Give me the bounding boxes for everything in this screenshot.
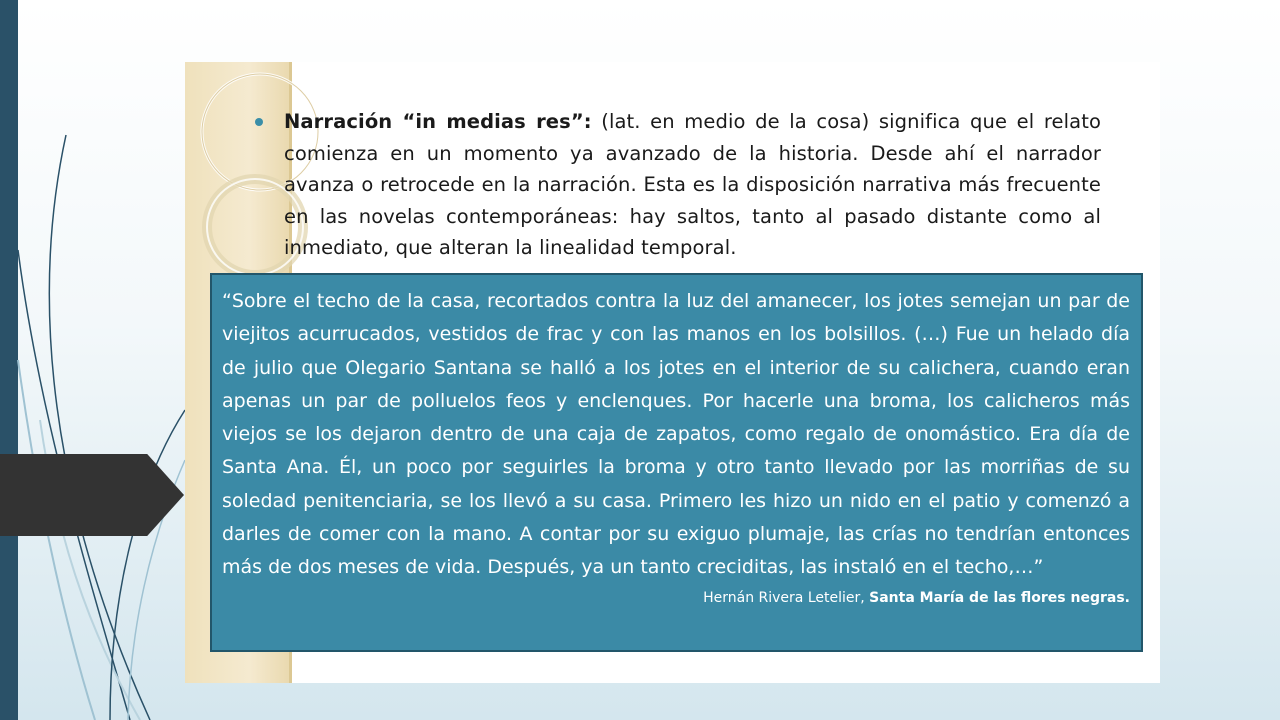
citation-work-title: Santa María de las flores negras. [869, 589, 1130, 606]
bullet-term: Narración “in medias res”: [284, 110, 592, 133]
quote-citation [222, 587, 1130, 609]
bullet-description: (lat. en medio de la cosa) significa que el relato comienza en un momento ya avanzado de la historia. Desde ahí el narrador avanza o retrocede en la narración. Esta es la disposición narrativa más frecuente en las novelas contemporáneas: hay saltos, tanto al pasado distante como al inmediato, que alteran la linealidad temporal. [284, 110, 1102, 259]
bullet-text [284, 106, 1101, 264]
citation-author: Hernán Rivera Letelier, [703, 589, 870, 606]
quote-text: “Sobre el techo de la casa, recortados contra la luz del amanecer, los jotes semejan un par de viejitos acurrucados, vestidos de frac y con las manos en los bolsillos. (…) Fue un helado día de julio que Olegario Santana se halló a los jotes en el interior de su calichera, cuando eran apenas un par de polluelos feos y enclenques. Por hacerle una broma, los calicheros más viejos se los dejaron dentro de una caja de zapatos, como regalo de onomástico. Era día de Santa Ana. Él, un poco por seguirles la broma y otro tanto llevado por las morriñas de su soledad penitenciaria, se los llevó a su casa. Primero les hizo un nido en el patio y comenzó a darles de comer con la mano. A contar por su exiguo plumaje, las crías no tendrían entonces más de dos meses de vida. Después, ya un tanto creciditas, las instaló en el techo,…” [222, 290, 1130, 579]
bullet-paragraph [255, 106, 1101, 264]
bullet-dot [255, 118, 263, 126]
quote-box [210, 273, 1143, 652]
arrow-shape [0, 454, 184, 536]
slide-content-image [185, 62, 1160, 683]
